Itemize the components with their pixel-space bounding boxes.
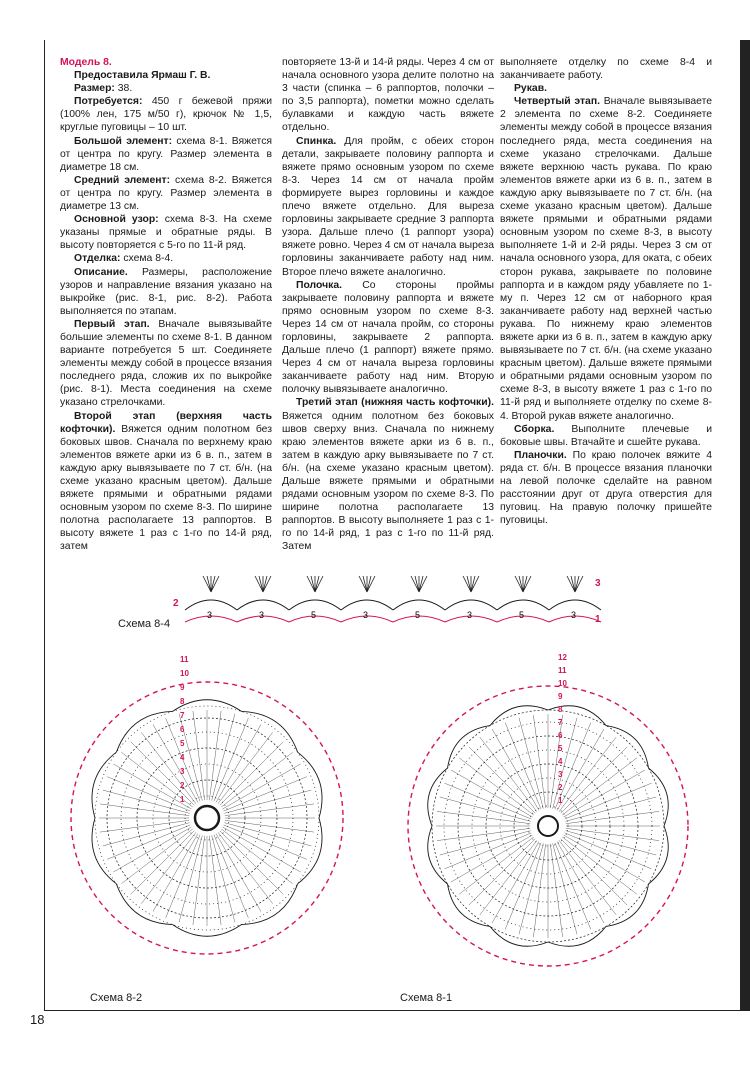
schema-8-4-diagram bbox=[95, 570, 615, 630]
edging-fan-stitch bbox=[519, 576, 523, 592]
stitch-spoke bbox=[505, 723, 541, 810]
row-number: 7 bbox=[558, 718, 563, 727]
scallop bbox=[548, 926, 606, 946]
row-number: 2 bbox=[180, 781, 185, 790]
stitch-spoke bbox=[221, 829, 292, 884]
edging-count: 3 bbox=[363, 610, 369, 620]
edging-count: 5 bbox=[311, 610, 317, 620]
scallop bbox=[242, 884, 298, 925]
schema-8-2-center-ring bbox=[195, 806, 219, 830]
back: Спинка. Для пройм, с обеих сторон детали, закрываете половину раппорта и вяжете прямо основным узором по схеме 8-3. Через 14 см от начала пройм формируете вырез горловины и каждое плечо вяжете отдельно. Для выреза горловины закрываете средние 3 раппорта узора. Дальше плечо (1 раппорт узора) вяжете ровно. Через 4 см от начала выреза горловины заканчиваете работу над ним. Второе плечо вяжете аналогично. bbox=[282, 135, 494, 278]
edging-arch bbox=[393, 600, 445, 610]
text-column-2 bbox=[282, 56, 494, 554]
row-number: 10 bbox=[558, 679, 567, 688]
edging-counts bbox=[207, 610, 576, 620]
scallop bbox=[428, 768, 448, 826]
stitch-spoke bbox=[220, 742, 284, 806]
edging-fan-stitch bbox=[575, 576, 579, 592]
edging-fan-stitch bbox=[363, 576, 367, 592]
stitch-spoke bbox=[565, 833, 652, 869]
stitch-spoke bbox=[469, 747, 535, 813]
sleeves-heading: Рукав. bbox=[514, 83, 547, 95]
stitch-spoke bbox=[559, 737, 616, 812]
row-number: 10 bbox=[180, 669, 189, 678]
edging-arch bbox=[497, 600, 549, 610]
scallop bbox=[648, 768, 668, 826]
description: Описание. Размеры, расположение узоров и направление вязания указано на выкройке (рис. 8-1, рис. 8-2). Работа выполняется по этапам. bbox=[60, 266, 272, 317]
schema-8-2-diagram bbox=[62, 648, 352, 993]
stitch-spoke bbox=[218, 732, 273, 803]
stage-4: Четвертый этап. Вначале вывязываете 2 элемента по схеме 8-2. Соединяете элементы между собой в процессе вязания последнего ряда, места соединения на схеме указано стрелочками. Дальше вяжете верхнюю часть рукава. По краю элементов вяжете арки из 6 в. п., затем в каждую арку вывязываете по 7 ст. б/н. (на схеме указано красным цветом). Дальше вяжете прямыми и обратными рядами основным узором по схеме 8-3, в высоту выполняете 1-й и 2-й ряды. Через 3 см от начала основного узора, для оката, с обеих сторон рукава, закрываете по половине раппорта и в каждом ряду убавляете по 1-му п. Через 12 см от наборного края заканчиваете работу над верхней частью рукава. По нижнему краю элементов вяжете арки из 6 в. п., затем в каждую арку вывязываете по 7 ст. б/н. (на схеме указано красным цветом). Дальше вяжете прямыми и обратными рядами основным узором по схеме 8-3, в высоту вяжете 1 раз с 1-го по 11-й ряд и выполняете отделку по схеме 8-4. Второй рукав вяжете аналогично. bbox=[500, 96, 712, 422]
edging-arch bbox=[445, 600, 497, 610]
schema-8-4-row-3: 3 bbox=[595, 578, 601, 589]
edging-fan-stitch bbox=[419, 576, 427, 592]
schema-8-1-diagram bbox=[400, 650, 715, 995]
col2-continuation: повторяете 13-й и 14-й ряды. Через 4 см от начала основного узора делите полотно на 3 части (спинка – 6 раппортов, полочки – по 3,5 раппорта), пометки можно сделать булавками и каждую часть вяжете отдельно. bbox=[282, 57, 494, 134]
schema-8-2-rings bbox=[71, 682, 343, 954]
row-number: 6 bbox=[180, 725, 185, 734]
stitch-spoke bbox=[492, 729, 539, 810]
edging-arch bbox=[237, 600, 289, 610]
stitch-spoke bbox=[564, 835, 645, 882]
edging-fan-stitch bbox=[255, 576, 263, 592]
stitch-spoke bbox=[224, 825, 307, 859]
edging-fan-stitch bbox=[415, 576, 419, 592]
scallop bbox=[172, 925, 241, 937]
edging-fan-stitch bbox=[471, 576, 475, 592]
scallop bbox=[548, 706, 606, 726]
stitch-spoke bbox=[562, 837, 637, 894]
edging-arch bbox=[549, 600, 601, 610]
edging-fan-stitch bbox=[203, 576, 211, 592]
stitch-spoke bbox=[480, 840, 537, 915]
edging-arch bbox=[289, 600, 341, 610]
stitch-spoke bbox=[445, 833, 532, 869]
row-number: 4 bbox=[558, 757, 563, 766]
stitch-spoke bbox=[445, 783, 532, 819]
stitch-spoke bbox=[451, 770, 532, 817]
stitch-spoke bbox=[218, 832, 273, 903]
edging-count: 5 bbox=[519, 610, 525, 620]
stitch-spoke bbox=[564, 770, 645, 817]
col3-continuation: выполняете отделку по схеме 8-4 и заканчиваете работу. bbox=[500, 57, 712, 82]
stitch-spoke bbox=[565, 783, 652, 819]
edging-fan-stitch bbox=[367, 576, 371, 592]
schema-8-4-label: Схема 8-4 bbox=[118, 618, 171, 630]
stitch-spoke bbox=[561, 839, 627, 905]
edging-fan-stitch bbox=[311, 576, 315, 592]
right-edge-bar bbox=[740, 40, 750, 1010]
stitch-spoke bbox=[562, 758, 637, 815]
stage-3: Третий этап (нижняя часть кофточки). Вяжется одним полотном без боковых швов сверху вниз. Сначала по нижнему краю элементов вяжете арки из 6 в. п., затем в каждую арку вывязываете по 7 ст. б/н. (на схеме указано красным цветом). Дальше вяжете прямыми и обратными рядами основным узором по схеме 8-3. По ширине полотна располагаете 13 раппортов. В высоту выполняете 1 раз с 1-го по 14-й ряд, 1 раз с 1-го по 11-й ряд. Затем bbox=[282, 397, 494, 553]
edging-count: 3 bbox=[571, 610, 577, 620]
model-title: Модель 8. bbox=[60, 57, 112, 68]
schema-8-4-row-2: 2 bbox=[173, 598, 179, 609]
edging-fan-stitch bbox=[523, 576, 527, 592]
scallop bbox=[92, 752, 116, 818]
stitch-spoke bbox=[131, 831, 195, 895]
size-line: Размер: 38. bbox=[74, 83, 133, 95]
edging-arches bbox=[185, 576, 601, 622]
stitch-spoke bbox=[561, 747, 627, 813]
row-number: 3 bbox=[558, 770, 563, 779]
edging-count: 3 bbox=[259, 610, 265, 620]
edging-fan-stitch bbox=[411, 576, 419, 592]
edging-count: 3 bbox=[467, 610, 473, 620]
schema-8-1-center-ring bbox=[538, 816, 558, 836]
edging-fan-stitch bbox=[211, 576, 219, 592]
stitch-spoke bbox=[459, 837, 534, 894]
schema-8-2-row-numbers bbox=[180, 655, 189, 804]
row-number: 1 bbox=[558, 796, 563, 805]
schema-8-4-row-1: 1 bbox=[595, 614, 601, 625]
edging-count: 5 bbox=[415, 610, 421, 620]
stitch-spoke bbox=[221, 752, 292, 807]
stitch-spoke bbox=[451, 835, 532, 882]
mid-element: Средний элемент: схема 8-2. Вяжется от центра по кругу. Размер элемента в диаметре 13 см. bbox=[60, 174, 272, 213]
schema-8-1-label: Схема 8-1 bbox=[400, 992, 453, 1004]
edging-count: 3 bbox=[207, 610, 213, 620]
text-column-1 bbox=[60, 56, 272, 554]
assembly: Сборка. Выполните плечевые и боковые швы. Втачайте и сшейте рукава. bbox=[500, 423, 713, 448]
edging-arch bbox=[341, 600, 393, 610]
text-column-3 bbox=[500, 56, 712, 527]
row-number: 9 bbox=[558, 692, 563, 701]
edging-fan-stitch bbox=[567, 576, 575, 592]
row-number: 8 bbox=[558, 705, 563, 714]
materials: Потребуется: 450 г бежевой пряжи (100% лен, 175 м/50 г), крючок № 1,5, круглые пуговицы – 10 шт. bbox=[60, 96, 273, 134]
stitch-spoke bbox=[559, 840, 616, 915]
row-number: 11 bbox=[180, 655, 189, 664]
plank: Планочки. По краю полочек вяжите 4 ряда ст. б/н. В процессе вязания планочки на левой полочке сделайте на равном расстоянии друг от друга отверстия для пуговиц. На правую полочку пришейте пуговицы. bbox=[500, 449, 712, 527]
stitch-spoke bbox=[557, 842, 604, 923]
row-number: 11 bbox=[558, 666, 567, 675]
edging-fan-stitch bbox=[315, 576, 319, 592]
edging-fan-stitch bbox=[263, 576, 271, 592]
edging-fan-stitch bbox=[359, 576, 367, 592]
scallop bbox=[242, 711, 298, 752]
edging-fan-stitch bbox=[263, 576, 267, 592]
edging-fan-stitch bbox=[467, 576, 471, 592]
stage-1: Первый этап. Вначале вывязывайте большие элементы по схеме 8-1. В данном варианте потребуется 5 шт. Соединяете элементы между собой в процессе вязания последнего ряда, сложив их по выкройке (рис. 8-1). Места соединения на схеме указано стрелочками. bbox=[60, 318, 272, 409]
stitch-spoke bbox=[141, 832, 196, 903]
stage-2: Второй этап (верхняя часть кофточки). Вяжется одним полотном без боковых швов. Сначала по верхнему краю элементов вяжете арки из 6 в. п., затем в каждую арку вывязываете по 7 ст. б/н. (на схеме указано красным цветом). Дальше вяжете прямыми и обратными рядами основным узором по схеме 8-3. По ширине полотна располагаете 13 раппортов. В высоту вяжете 1 раз с 1-го по 14-й ряд, затем bbox=[60, 410, 272, 553]
edging-fan-stitch bbox=[367, 576, 375, 592]
scallop bbox=[116, 711, 172, 752]
trim: Отделка: схема 8-4. bbox=[74, 253, 174, 265]
stitch-spoke bbox=[121, 829, 192, 884]
front: Полочка. Со стороны проймы закрываете половину раппорта и вяжете прямо основным узором по схеме 8-3. Через 14 см от начала пройм, со стороны горловины, закрываете 2 раппорта. Дальше плечо (1 раппорт) вяжете прямо. Через 4 см от начала выреза горловины заканчиваете работу над ним. Вторую полочку вывязываете аналогично. bbox=[282, 279, 495, 396]
stitch-spoke bbox=[131, 742, 195, 806]
edging-fan-stitch bbox=[571, 576, 575, 592]
stitch-spoke bbox=[141, 732, 196, 803]
row-number: 1 bbox=[180, 795, 185, 804]
edging-fan-stitch bbox=[523, 576, 531, 592]
row-number: 2 bbox=[558, 783, 563, 792]
edging-fan-stitch bbox=[211, 576, 215, 592]
row-number: 7 bbox=[180, 711, 185, 720]
stitch-spoke bbox=[220, 831, 284, 895]
stitch-spoke bbox=[480, 737, 537, 812]
edging-fan-stitch bbox=[419, 576, 423, 592]
stitch-spoke bbox=[557, 729, 604, 810]
stitch-spoke bbox=[469, 839, 535, 905]
row-number: 3 bbox=[180, 767, 185, 776]
row-number: 4 bbox=[180, 753, 185, 762]
schema-8-2-label: Схема 8-2 bbox=[90, 992, 143, 1004]
row-number: 12 bbox=[558, 653, 567, 662]
row-number: 6 bbox=[558, 731, 563, 740]
edging-fan-stitch bbox=[471, 576, 479, 592]
stitch-spoke bbox=[492, 842, 539, 923]
edging-fan-stitch bbox=[259, 576, 263, 592]
scallop bbox=[428, 826, 448, 884]
edging-fan-stitch bbox=[463, 576, 471, 592]
main-pattern: Основной узор: схема 8-3. На схеме указаны прямые и обратные ряды. В высоту повторяется с 5-го по 11-й ряд. bbox=[60, 214, 272, 252]
left-rule bbox=[44, 40, 45, 1010]
author: Предоставила Ярмаш Г. В. bbox=[74, 70, 211, 82]
edging-fan-stitch bbox=[307, 576, 315, 592]
edging-fan-stitch bbox=[575, 576, 583, 592]
edging-fan-stitch bbox=[315, 576, 323, 592]
big-element: Большой элемент: схема 8-1. Вяжется от центра по кругу. Размер элемента в диаметре 18 см. bbox=[60, 135, 273, 173]
page-number: 18 bbox=[30, 1012, 45, 1027]
bottom-rule bbox=[44, 1010, 750, 1011]
edging-arch bbox=[185, 600, 237, 610]
edging-fan-stitch bbox=[515, 576, 523, 592]
row-number: 5 bbox=[180, 739, 185, 748]
scallop bbox=[116, 884, 172, 925]
row-number: 9 bbox=[180, 683, 185, 692]
stitch-spoke bbox=[459, 758, 534, 815]
edging-fan-stitch bbox=[207, 576, 211, 592]
stitch-spoke bbox=[505, 843, 541, 930]
row-number: 8 bbox=[180, 697, 185, 706]
schema-8-1-rings bbox=[408, 686, 688, 966]
row-number: 5 bbox=[558, 744, 563, 753]
